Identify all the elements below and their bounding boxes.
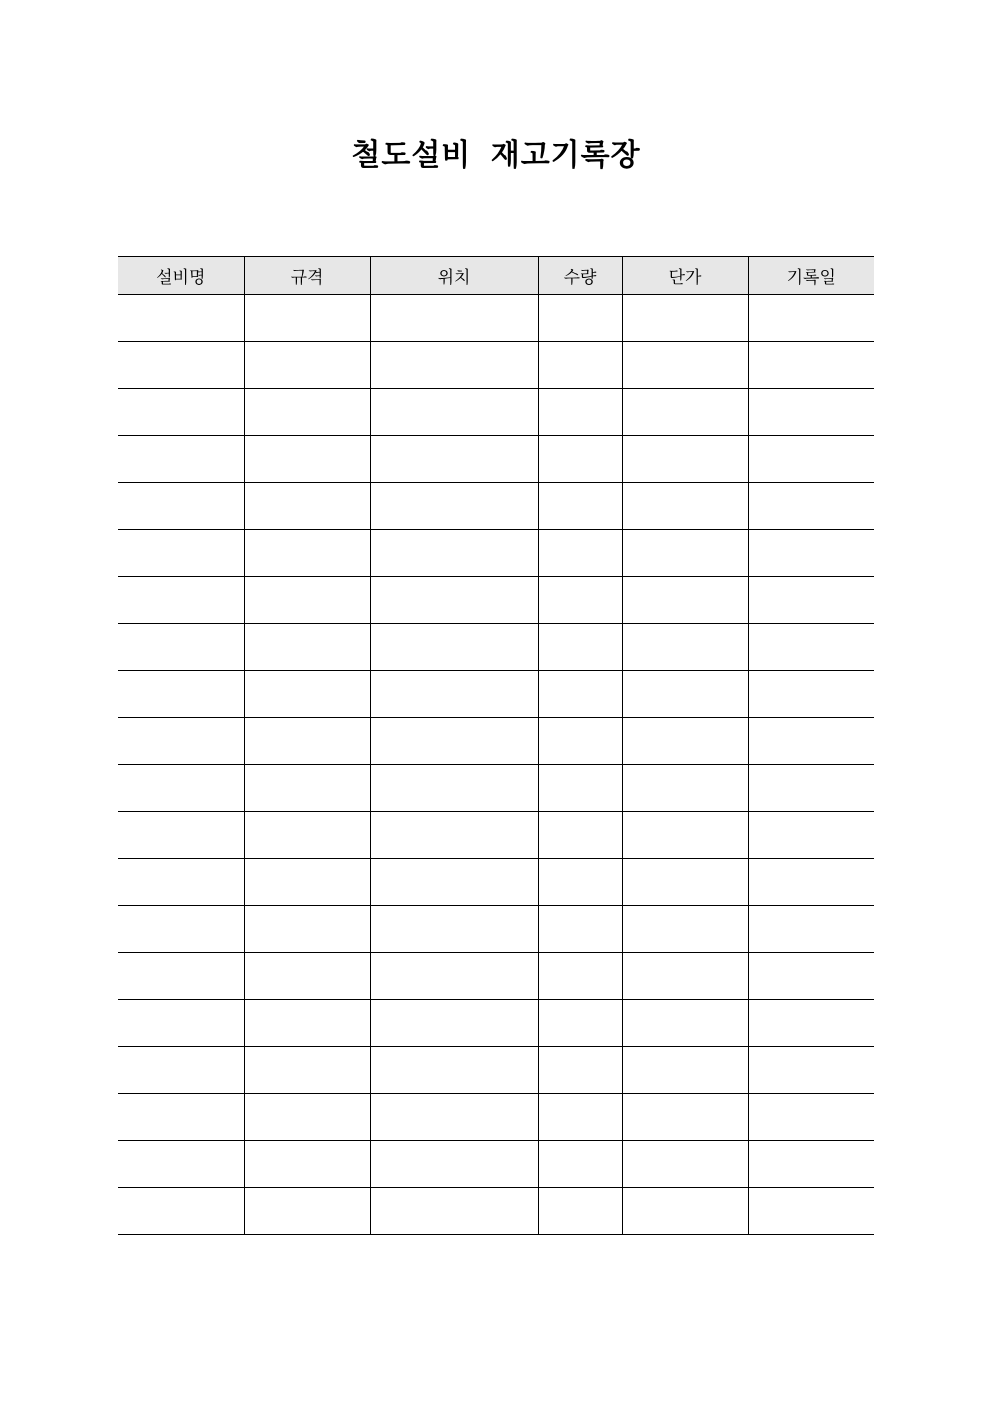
table-row	[118, 389, 874, 436]
location-cell[interactable]	[370, 765, 538, 812]
equipment-name-cell[interactable]	[118, 483, 244, 530]
table-row	[118, 1047, 874, 1094]
record-date-cell[interactable]	[748, 671, 874, 718]
equipment-name-cell[interactable]	[118, 1000, 244, 1047]
record-date-cell[interactable]	[748, 295, 874, 342]
column-header-equipment-name: 설비명	[118, 257, 244, 295]
equipment-name-cell[interactable]	[118, 1141, 244, 1188]
inventory-table	[118, 256, 874, 1235]
location-cell[interactable]	[370, 906, 538, 953]
location-cell[interactable]	[370, 812, 538, 859]
equipment-name-cell[interactable]	[118, 718, 244, 765]
record-date-cell[interactable]	[748, 718, 874, 765]
equipment-name-cell[interactable]	[118, 671, 244, 718]
record-date-cell[interactable]	[748, 1047, 874, 1094]
quantity-cell[interactable]	[538, 765, 622, 812]
location-cell[interactable]	[370, 1188, 538, 1235]
table-header-row	[118, 257, 874, 295]
quantity-cell[interactable]	[538, 906, 622, 953]
table-row	[118, 765, 874, 812]
location-cell[interactable]	[370, 530, 538, 577]
unit-price-cell[interactable]	[622, 342, 748, 389]
record-date-cell[interactable]	[748, 812, 874, 859]
record-date-cell[interactable]	[748, 859, 874, 906]
spec-cell[interactable]	[244, 1141, 370, 1188]
quantity-cell[interactable]	[538, 1141, 622, 1188]
table-row	[118, 577, 874, 624]
equipment-name-cell[interactable]	[118, 812, 244, 859]
location-cell[interactable]	[370, 577, 538, 624]
quantity-cell[interactable]	[538, 1094, 622, 1141]
record-date-cell[interactable]	[748, 765, 874, 812]
unit-price-cell[interactable]	[622, 953, 748, 1000]
quantity-cell[interactable]	[538, 859, 622, 906]
spec-cell[interactable]	[244, 530, 370, 577]
quantity-cell[interactable]	[538, 624, 622, 671]
spec-cell[interactable]	[244, 1047, 370, 1094]
spec-cell[interactable]	[244, 342, 370, 389]
spec-cell[interactable]	[244, 624, 370, 671]
record-date-cell[interactable]	[748, 624, 874, 671]
location-cell[interactable]	[370, 1000, 538, 1047]
table-row	[118, 342, 874, 389]
table-row	[118, 671, 874, 718]
spec-cell[interactable]	[244, 1094, 370, 1141]
location-cell[interactable]	[370, 295, 538, 342]
unit-price-cell[interactable]	[622, 1141, 748, 1188]
location-cell[interactable]	[370, 1094, 538, 1141]
spec-cell[interactable]	[244, 1188, 370, 1235]
record-date-cell[interactable]	[748, 953, 874, 1000]
unit-price-cell[interactable]	[622, 859, 748, 906]
unit-price-cell[interactable]	[622, 389, 748, 436]
quantity-cell[interactable]	[538, 389, 622, 436]
table-row	[118, 859, 874, 906]
table-row	[118, 812, 874, 859]
unit-price-cell[interactable]	[622, 1047, 748, 1094]
record-date-cell[interactable]	[748, 389, 874, 436]
location-cell[interactable]	[370, 1047, 538, 1094]
record-date-cell[interactable]	[748, 342, 874, 389]
quantity-cell[interactable]	[538, 1000, 622, 1047]
spec-cell[interactable]	[244, 1000, 370, 1047]
equipment-name-cell[interactable]	[118, 1094, 244, 1141]
unit-price-cell[interactable]	[622, 295, 748, 342]
unit-price-cell[interactable]	[622, 812, 748, 859]
unit-price-cell[interactable]	[622, 530, 748, 577]
equipment-name-cell[interactable]	[118, 1188, 244, 1235]
equipment-name-cell[interactable]	[118, 953, 244, 1000]
record-date-cell[interactable]	[748, 577, 874, 624]
unit-price-cell[interactable]	[622, 577, 748, 624]
spec-cell[interactable]	[244, 812, 370, 859]
quantity-cell[interactable]	[538, 718, 622, 765]
location-cell[interactable]	[370, 953, 538, 1000]
page-title: 철도설비 재고기록장	[351, 138, 641, 173]
location-cell[interactable]	[370, 483, 538, 530]
unit-price-cell[interactable]	[622, 671, 748, 718]
spec-cell[interactable]	[244, 671, 370, 718]
table-row	[118, 1094, 874, 1141]
location-cell[interactable]	[370, 624, 538, 671]
spec-cell[interactable]	[244, 295, 370, 342]
table-row	[118, 906, 874, 953]
column-header-quantity: 수량	[538, 257, 622, 295]
quantity-cell[interactable]	[538, 483, 622, 530]
quantity-cell[interactable]	[538, 577, 622, 624]
unit-price-cell[interactable]	[622, 765, 748, 812]
spec-cell[interactable]	[244, 953, 370, 1000]
equipment-name-cell[interactable]	[118, 436, 244, 483]
unit-price-cell[interactable]	[622, 483, 748, 530]
equipment-name-cell[interactable]	[118, 342, 244, 389]
location-cell[interactable]	[370, 342, 538, 389]
column-header-location: 위치	[370, 257, 538, 295]
equipment-name-cell[interactable]	[118, 1047, 244, 1094]
record-date-cell[interactable]	[748, 530, 874, 577]
table-row	[118, 1188, 874, 1235]
column-header-record-date: 기록일	[748, 257, 874, 295]
location-cell[interactable]	[370, 1141, 538, 1188]
column-header-unit-price: 단가	[622, 257, 748, 295]
equipment-name-cell[interactable]	[118, 295, 244, 342]
spec-cell[interactable]	[244, 859, 370, 906]
unit-price-cell[interactable]	[622, 436, 748, 483]
quantity-cell[interactable]	[538, 953, 622, 1000]
unit-price-cell[interactable]	[622, 906, 748, 953]
record-date-cell[interactable]	[748, 1000, 874, 1047]
unit-price-cell[interactable]	[622, 1000, 748, 1047]
equipment-name-cell[interactable]	[118, 906, 244, 953]
table-row	[118, 295, 874, 342]
column-header-spec: 규격	[244, 257, 370, 295]
record-date-cell[interactable]	[748, 436, 874, 483]
location-cell[interactable]	[370, 436, 538, 483]
spec-cell[interactable]	[244, 389, 370, 436]
spec-cell[interactable]	[244, 483, 370, 530]
location-cell[interactable]	[370, 389, 538, 436]
equipment-name-cell[interactable]	[118, 389, 244, 436]
quantity-cell[interactable]	[538, 1188, 622, 1235]
unit-price-cell[interactable]	[622, 1094, 748, 1141]
quantity-cell[interactable]	[538, 342, 622, 389]
equipment-name-cell[interactable]	[118, 624, 244, 671]
record-date-cell[interactable]	[748, 1188, 874, 1235]
equipment-name-cell[interactable]	[118, 530, 244, 577]
table-row	[118, 483, 874, 530]
table-row	[118, 953, 874, 1000]
record-date-cell[interactable]	[748, 1094, 874, 1141]
table-row	[118, 1141, 874, 1188]
record-date-cell[interactable]	[748, 483, 874, 530]
quantity-cell[interactable]	[538, 530, 622, 577]
table-row	[118, 1000, 874, 1047]
table-body	[118, 295, 874, 1235]
unit-price-cell[interactable]	[622, 1188, 748, 1235]
location-cell[interactable]	[370, 859, 538, 906]
table-row	[118, 718, 874, 765]
spec-cell[interactable]	[244, 436, 370, 483]
record-date-cell[interactable]	[748, 906, 874, 953]
table-row	[118, 436, 874, 483]
equipment-name-cell[interactable]	[118, 859, 244, 906]
quantity-cell[interactable]	[538, 295, 622, 342]
quantity-cell[interactable]	[538, 1047, 622, 1094]
spec-cell[interactable]	[244, 906, 370, 953]
location-cell[interactable]	[370, 671, 538, 718]
spec-cell[interactable]	[244, 577, 370, 624]
quantity-cell[interactable]	[538, 812, 622, 859]
table-row	[118, 624, 874, 671]
unit-price-cell[interactable]	[622, 624, 748, 671]
spec-cell[interactable]	[244, 718, 370, 765]
table-row	[118, 530, 874, 577]
spec-cell[interactable]	[244, 765, 370, 812]
unit-price-cell[interactable]	[622, 718, 748, 765]
quantity-cell[interactable]	[538, 671, 622, 718]
location-cell[interactable]	[370, 718, 538, 765]
equipment-name-cell[interactable]	[118, 577, 244, 624]
record-date-cell[interactable]	[748, 1141, 874, 1188]
quantity-cell[interactable]	[538, 436, 622, 483]
equipment-name-cell[interactable]	[118, 765, 244, 812]
